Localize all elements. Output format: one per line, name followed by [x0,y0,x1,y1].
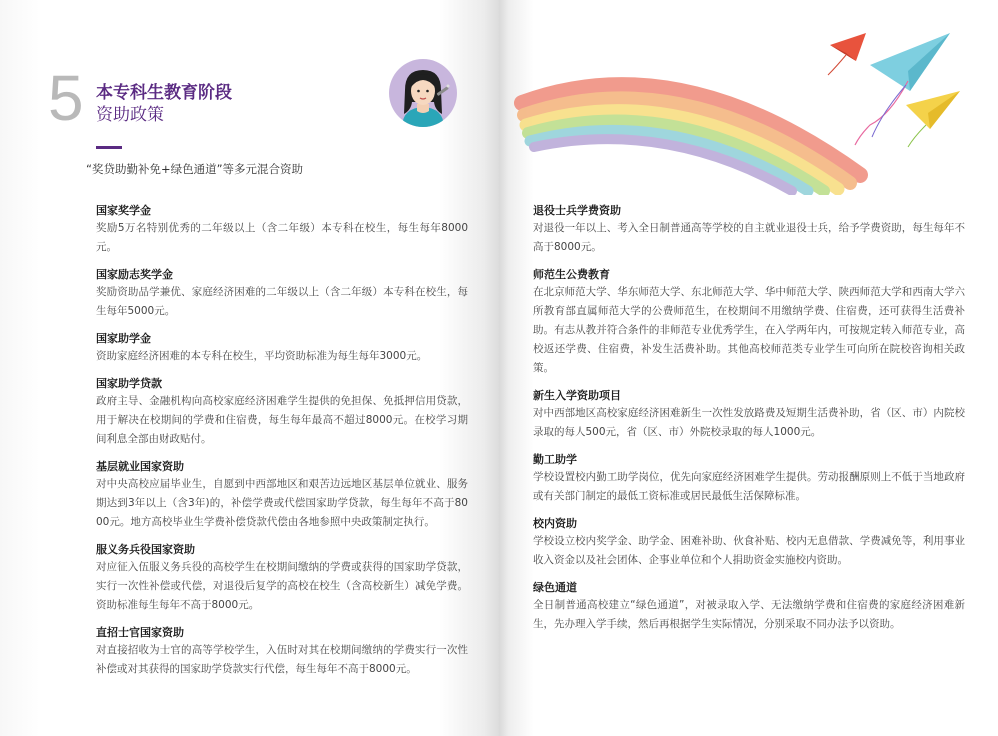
policy-item-body: 学校设立校内奖学金、助学金、困难补助、伙食补贴、校内无息借款、学费减免等，利用事业收入资金以及社会团体、企事业单位和个人捐助资金实施校内资助。 [533,535,965,566]
policy-item-title: 国家助学金 [96,332,151,345]
policy-item-body: 资助家庭经济困难的本专科在校生，平均资助标准为每生每年3000元。 [96,350,428,362]
policy-item [533,515,965,570]
policy-item-body: 对中央高校应届毕业生，自愿到中西部地区和艰苦边远地区基层单位就业、服务期达到3年以上（含3年)的，补偿学费或代偿国家助学贷款，每生每年不高于8000元。地方高校毕业生学费补偿贷款代偿由各地参照中央政策制定执行。 [96,478,468,528]
policy-item-title: 国家奖学金 [96,204,151,217]
policy-item [533,202,965,257]
policy-item-body: 对中西部地区高校家庭经济困难新生一次性发放路费及短期生活费补助，省（区、市）内院校录取的每人500元，省（区、市）外院校录取的每人1000元。 [533,407,965,438]
policy-summary: “奖贷助勤补免+绿色通道”等多元混合资助 [86,162,304,176]
policy-item-body: 奖励资助品学兼优、家庭经济困难的二年级以上（含二年级）本专科在校生，每生每年5000元。 [96,286,468,317]
policy-item-title: 基层就业国家资助 [96,460,184,473]
policy-item [96,458,468,532]
title-accent-rule [96,146,122,149]
policy-item [533,451,965,506]
policy-item-body: 对应征入伍服义务兵役的高校学生在校期间缴纳的学费或获得的国家助学贷款，实行一次性补偿或代偿，对退役后复学的高校在校生（含高校新生）减免学费。资助标准每生每年不高于8000元。 [96,561,468,611]
policy-item-title: 绿色通道 [533,581,577,594]
section-title: 本专科生教育阶段 [96,83,232,103]
policy-item [533,387,965,442]
policy-item-body: 学校设置校内勤工助学岗位，优先向家庭经济困难学生提供。劳动报酬原则上不低于当地政府或有关部门制定的最低工资标准或居民最低生活保障标准。 [533,471,965,502]
section-subtitle: 资助政策 [96,105,164,125]
policy-item [96,541,468,615]
red-kite-icon [828,33,866,75]
yellow-kite-icon [906,91,960,147]
rainbow-kites-illustration [510,25,970,195]
policy-item-title: 校内资助 [533,517,577,530]
policy-item-body: 奖励5万名特别优秀的二年级以上（含二年级）本专科在校生，每生每年8000元。 [96,222,468,253]
paper-plane-icon [855,33,950,145]
girl-avatar-icon [388,58,458,128]
right-column [533,202,965,643]
policy-item-title: 新生入学资助项目 [533,389,621,402]
policy-item-body: 全日制普通高校建立“绿色通道”，对被录取入学、无法缴纳学费和住宿费的家庭经济困难新生，先办理入学手续，然后再根据学生实际情况，分别采取不同办法予以资助。 [533,599,965,630]
policy-item-title: 国家励志奖学金 [96,268,173,281]
policy-item-title: 师范生公费教育 [533,268,610,281]
policy-item [96,330,468,366]
policy-item [96,624,468,679]
policy-item [96,375,468,449]
policy-item-title: 国家助学贷款 [96,377,162,390]
policy-item-title: 直招士官国家资助 [96,626,184,639]
policy-item-body: 政府主导、金融机构向高校家庭经济困难学生提供的免担保、免抵押信用贷款，用于解决在校期间的学费和住宿费，每生每年最高不超过8000元。在校学习期间利息全部由财政贴付。 [96,395,468,445]
policy-item-title: 勤工助学 [533,453,577,466]
policy-item-title: 服义务兵役国家资助 [96,543,195,556]
section-number: 5 [48,62,84,134]
policy-item-body: 对退役一年以上、考入全日制普通高等学校的自主就业退役士兵，给予学费资助，每生每年不高于8000元。 [533,222,965,253]
policy-item [96,266,468,321]
policy-item-body: 在北京师范大学、华东师范大学、东北师范大学、华中师范大学、陕西师范大学和西南大学六所教育部直属师范大学的公费师范生，在校期间不用缴纳学费、住宿费，还可获得生活费补助。有志从教并符合条件的非师范专业优秀学生，在入学两年内，可按规定转入师范专业，高校返还学费、住宿费，补发生活费补助。其他高校师范类专业学生可向所在院校咨询相关政策。 [533,286,965,374]
policy-item-body: 对直接招收为士官的高等学校学生，入伍时对其在校期间缴纳的学费实行一次性补偿或对其获得的国家助学贷款实行代偿，每生每年不高于8000元。 [96,644,468,675]
policy-item [96,202,468,257]
policy-item [533,266,965,378]
policy-item [533,579,965,634]
policy-item-title: 退役士兵学费资助 [533,204,621,217]
left-column [96,202,468,688]
